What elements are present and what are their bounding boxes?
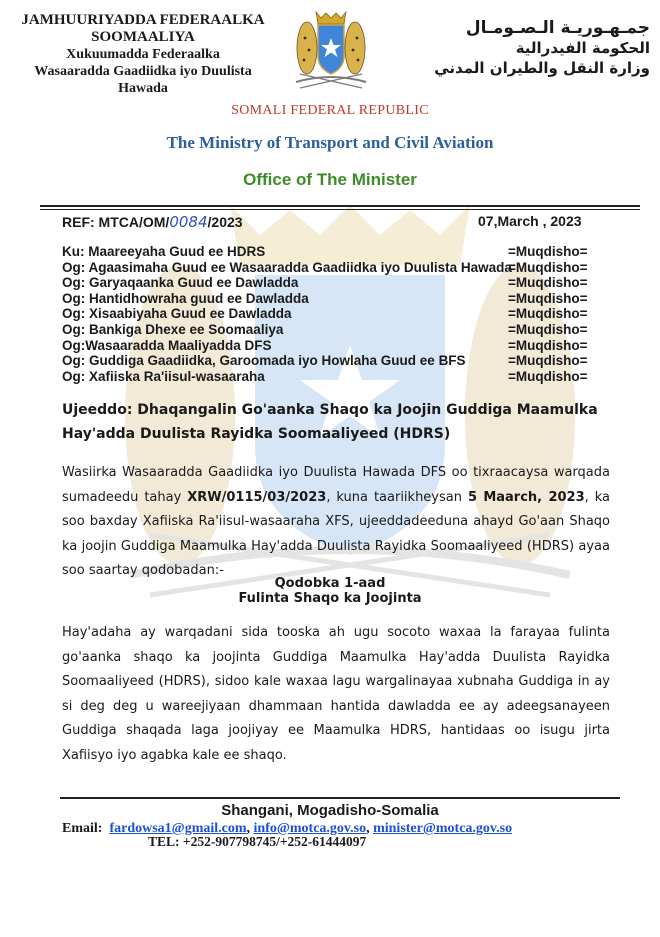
recipient-row: [62, 275, 602, 291]
header-left-line5: Hawada: [118, 81, 168, 96]
recipient-place: =Muqdisho=: [508, 290, 588, 306]
header-left-line2: SOOMAALIYA: [91, 29, 195, 45]
recipient-label: Og: Hantidhowraha guud ee Dawladda: [62, 290, 309, 306]
recipient-place: =Muqdisho=: [508, 368, 588, 384]
body-paragraph-2: Hay'adaha ay warqadani sida tooska ah ugu socoto waxaa la farayaa fulinta go'aanka shaqo ka joojinta Guddiga Maamulka Hay'adda Duulista Rayidka Soomaaliyeed (HDRS), sidoo kale waxaa lagu wargalinayaa xubnaha Guddiga in ay si deg deg u wareejiyaan dhammaan hantida dawladda ee ay adeegsanayeen Guddiga shaqada laga joojiyay ee Maamulka HDRS, hantidaas oo isugu jirta Xafiisyo iyo agabka kale ee shaqo.: [62, 625, 610, 763]
para1-date: 5 Maarch, 2023: [467, 489, 585, 505]
header-left-block: [18, 12, 268, 97]
letter-date: 07,March , 2023: [478, 213, 582, 229]
recipient-row: [62, 291, 602, 307]
office-title: Office of The Minister: [243, 170, 417, 189]
email-link-info[interactable]: info@motca.gov.so: [253, 821, 367, 836]
para1-text-b: , kuna taariikheysan: [326, 489, 468, 505]
para1-text-a: Wasiirka Wasaaradda Gaadiidka iyo Duulista Hawada DFS oo tixraacaysa warqada sumadeedu tahay: [62, 465, 610, 505]
recipient-label: Og: Bankiga Dhexe ee Soomaaliya: [62, 321, 284, 337]
recipient-row: [62, 369, 602, 385]
recipient-place: =Muqdisho=: [508, 306, 588, 322]
recipient-label: Og: Xafiiska Ra'iisul-wasaaraha: [62, 368, 265, 384]
header-left-line4: Wasaaradda Gaadiidka iyo Duulista: [34, 64, 252, 79]
body-paragraph-1: [62, 461, 610, 584]
ref-prefix: REF: MTCA/OM/: [62, 214, 170, 230]
recipient-row: [62, 322, 602, 338]
recipient-place: =Muqdisho=: [508, 321, 588, 337]
recipient-place: =Muqdisho=: [508, 337, 588, 353]
header-divider: [40, 205, 640, 207]
recipient-place: =Muqdisho=: [508, 353, 588, 369]
email-link-fardowsa[interactable]: fardowsa1@gmail.com: [109, 821, 247, 836]
section-number: Qodobka 1-aad: [274, 576, 386, 591]
recipient-label: Og: Garyaqaanka Guud ee Dawladda: [62, 275, 299, 291]
footer-divider: [60, 797, 620, 799]
recipient-place: =Muqdisho=: [508, 244, 588, 259]
footer-address: Shangani, Mogadisho-Somalia: [221, 802, 439, 819]
header-right-line3: وزارة النقل والطيران المدني: [434, 59, 650, 77]
header-right-block: [418, 18, 650, 78]
header-right-line2: الحكومة الفيدرالية: [515, 39, 650, 57]
recipient-label: Og:Wasaaradda Maaliyadda DFS: [62, 337, 272, 353]
ref-number-handwritten: 0084: [169, 213, 208, 231]
para1-ref-number: XRW/0115/03/2023: [187, 489, 327, 505]
reference-line: [62, 213, 243, 231]
recipient-place: =Muqdisho=: [508, 275, 588, 291]
header-right-line1: جمـهـوريـة الـصـومـال: [465, 18, 650, 38]
recipient-label: Og: Guddiga Gaadiidka, Garoomada iyo Howlaha Guud ee BFS: [62, 353, 466, 369]
recipient-label: Ku: Maareeyaha Guud ee HDRS: [62, 244, 266, 259]
somali-coat-of-arms-icon: [290, 8, 372, 92]
republic-title: SOMALI FEDERAL REPUBLIC: [231, 103, 429, 118]
footer-telephone: TEL: +252-907798745/+252-61444097: [148, 834, 367, 849]
section-title: Fulinta Shaqo ka Joojinta: [238, 591, 422, 606]
recipient-label: Og: Agaasimaha Guud ee Wasaaradda Gaadiidka iyo Duulista Hawada: [62, 259, 512, 275]
recipient-row: [62, 260, 602, 276]
email-link-minister[interactable]: minister@motca.gov.so: [373, 821, 513, 836]
letter-subject: Ujeeddo: Dhaqangalin Go'aanka Shaqo ka Joojin Guddiga Maamulka Hay'adda Duulista Rayidka Soomaaliyeed (HDRS): [62, 402, 598, 442]
recipient-label: Og: Xisaabiyaha Guud ee Dawladda: [62, 306, 292, 322]
footer-email-line: Email: fardowsa1@gmail.com, info@motca.gov.so, minister@motca.gov.so: [62, 821, 513, 836]
recipient-list: [62, 244, 602, 384]
email-label: Email:: [62, 821, 103, 836]
recipient-row: [62, 306, 602, 322]
header-left-line3: Xukuumadda Federaalka: [66, 47, 220, 62]
header-divider-thin: [40, 209, 640, 210]
recipient-place: =Muqdisho=: [508, 259, 588, 275]
para1-text-c: , ka soo baxday Xafiiska Ra'iisul-wasaaraha XFS, ujeeddadeeduna ahayd Go'aan Shaqo ka joojin Guddiga Maamulka Hay'adda Duulista Rayidka Soomaaliyeed (HDRS) ayaa soo saartay qodobadan:-: [62, 489, 611, 578]
recipient-row: [62, 244, 602, 260]
ministry-title: The Ministry of Transport and Civil Aviation: [166, 133, 494, 152]
recipient-row: [62, 338, 602, 354]
ref-suffix: /2023: [207, 214, 243, 230]
recipient-row: [62, 353, 602, 369]
header-left-line1: JAMHUURIYADDA FEDERAALKA: [21, 12, 265, 28]
